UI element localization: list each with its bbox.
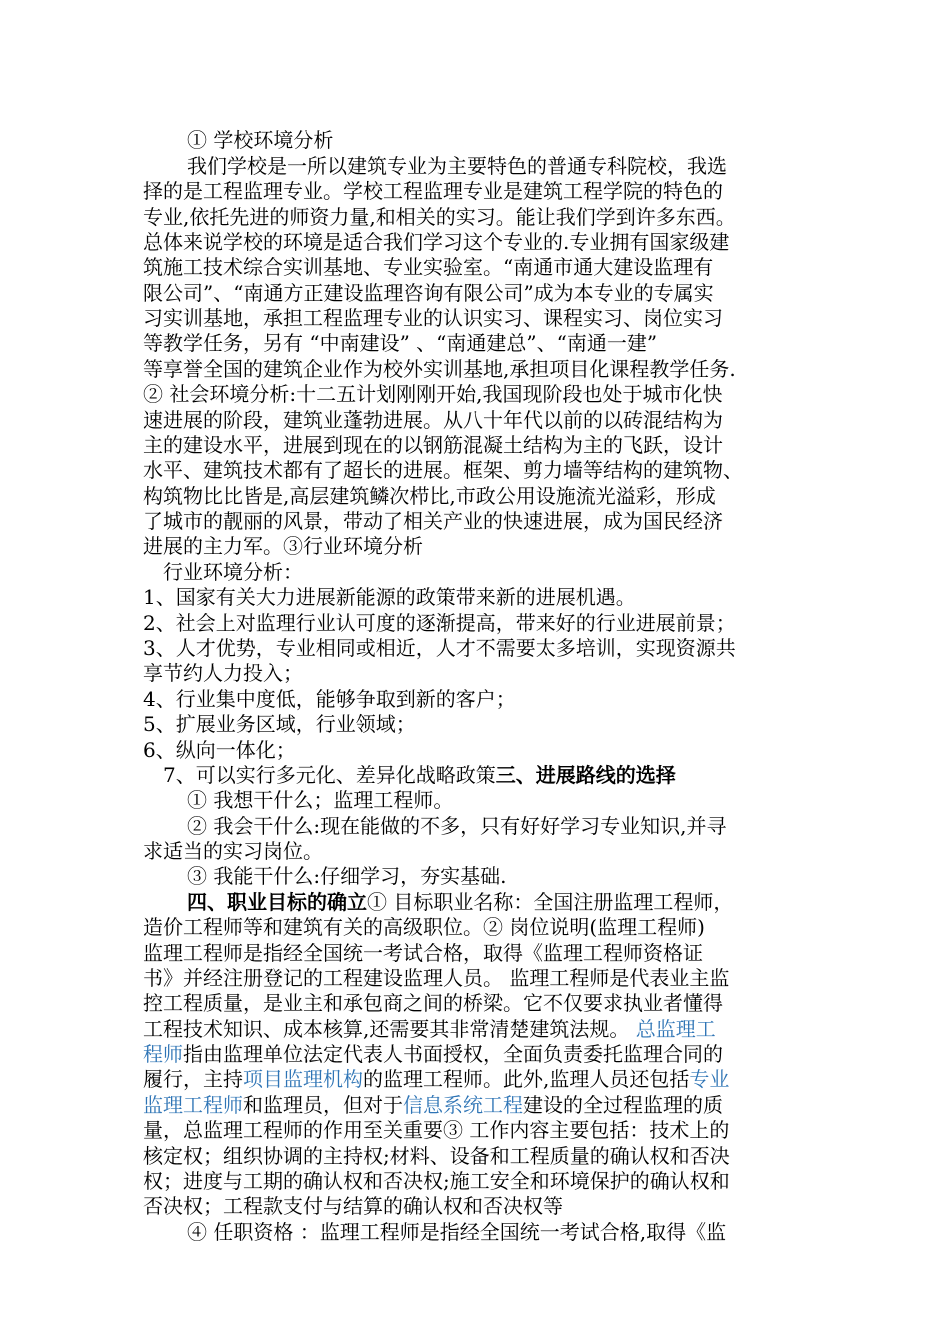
text: 限公司”、“南通方正建设监理咨询有限公司”成为本专业的专属实 bbox=[143, 281, 714, 305]
text: ① 我想干什么；监理工程师。 bbox=[187, 788, 454, 812]
paragraph-line bbox=[143, 533, 823, 559]
heading-industry-env bbox=[163, 559, 823, 585]
paragraph-line bbox=[143, 1092, 823, 1118]
paragraph-line bbox=[143, 1066, 823, 1092]
paragraph-line bbox=[143, 1143, 823, 1169]
paragraph-line bbox=[187, 813, 807, 839]
list-item bbox=[143, 584, 823, 610]
text: 了城市的靓丽的风景，带动了相关产业的快速进展，成为国民经济 bbox=[143, 509, 723, 533]
text: 4、行业集中度低，能够争取到新的客户； bbox=[143, 687, 516, 711]
paragraph-line bbox=[143, 407, 823, 433]
paragraph-line bbox=[143, 1016, 823, 1042]
paragraph-line bbox=[143, 254, 823, 280]
link-project-supervision-org[interactable]: 项目监理机构 bbox=[243, 1067, 363, 1091]
heading-social-env bbox=[143, 381, 823, 407]
paragraph-line bbox=[143, 305, 823, 331]
list-item bbox=[163, 762, 823, 788]
paragraph-line bbox=[143, 356, 823, 382]
text: 工程技术知识、成本核算,还需要其非常清楚建筑法规。 bbox=[143, 1017, 636, 1041]
text: 享节约人力投入； bbox=[143, 661, 303, 685]
paragraph-line bbox=[187, 787, 827, 813]
paragraph-line bbox=[143, 330, 823, 356]
paragraph-line bbox=[143, 965, 823, 991]
text: 等教学任务，另有 “中南建设” 、“南通建总”、“南通一建” bbox=[143, 331, 658, 355]
text: 筑施工技术综合实训基地、专业实验室。“南通市通大建设监理有 bbox=[143, 255, 714, 279]
text: 的监理工程师。此外,监理人员还包括 bbox=[363, 1067, 690, 1091]
text: ② 我会干什么:现在能做的不多，只有好好学习专业知识,并寻 bbox=[187, 814, 727, 838]
paragraph-line bbox=[143, 483, 823, 509]
text: 水平、建筑技术都有了超长的进展。框架、剪力墙等结构的建筑物、 bbox=[143, 458, 743, 482]
text: 专业,依托先进的师资力量,和相关的实习。能让我们学到许多东西。 bbox=[143, 205, 736, 229]
text: 7、可以实行多元化、差异化战略政策 bbox=[163, 763, 496, 787]
text: 量，总监理工程师的作用至关重要③ 工作内容主要包括：技术上的 bbox=[143, 1118, 730, 1142]
list-item bbox=[143, 660, 823, 686]
paragraph-line bbox=[143, 457, 823, 483]
text: 5、扩展业务区域，行业领域； bbox=[143, 712, 416, 736]
paragraph-line bbox=[143, 1041, 823, 1067]
text: 构筑物比比皆是,高层建筑鳞次栉比,市政公用设施流光溢彩，形成 bbox=[143, 484, 716, 508]
text: 造价工程师等和建筑有关的高级职位。② 岗位说明(监理工程师) bbox=[143, 915, 705, 939]
text: 指由监理单位法定代表人书面授权，全面负责委托监理合同的 bbox=[183, 1042, 723, 1066]
text: 否决权；工程款支付与结算的确认权和否决权等 bbox=[143, 1194, 563, 1218]
paragraph-line bbox=[143, 940, 823, 966]
paragraph-line bbox=[187, 153, 823, 179]
paragraph-line bbox=[143, 204, 823, 230]
paragraph-line bbox=[143, 838, 823, 864]
text: 建设的全过程监理的质 bbox=[523, 1093, 723, 1117]
list-item bbox=[143, 737, 823, 763]
link-info-system-engineering[interactable]: 信息系统工程 bbox=[403, 1093, 523, 1117]
text: ① 目标职业名称：全国注册监理工程师， bbox=[367, 890, 734, 914]
list-item bbox=[143, 711, 823, 737]
text: 权；进度与工期的确认权和否决权;施工安全和环境保护的确认权和 bbox=[143, 1169, 730, 1193]
list-item bbox=[143, 686, 823, 712]
text: 求适当的实习岗位。 bbox=[143, 839, 323, 863]
text: 1、国家有关大力进展新能源的政策带来新的进展机遇。 bbox=[143, 585, 636, 609]
text: ③ 我能干什么:仔细学习，夯实基础. bbox=[187, 864, 507, 888]
text: 行业环境分析： bbox=[163, 560, 303, 584]
text: 监理工程师是指经全国统一考试合格，取得《监理工程师资格证 bbox=[143, 941, 703, 965]
text: 2、社会上对监理行业认可度的逐渐提高，带来好的行业进展前景； bbox=[143, 611, 736, 635]
text: 履行，主持 bbox=[143, 1067, 243, 1091]
text: 控工程质量，是业主和承包商之间的桥梁。它不仅要求执业者懂得 bbox=[143, 991, 723, 1015]
text: 总体来说学校的环境是适合我们学习这个专业的.专业拥有国家级建 bbox=[143, 230, 730, 254]
heading-school-env bbox=[187, 127, 827, 153]
paragraph-line bbox=[143, 1193, 823, 1219]
paragraph-line bbox=[143, 229, 823, 255]
section-heading-career-goal: 四、职业目标的确立 bbox=[187, 890, 367, 914]
paragraph-line bbox=[143, 914, 823, 940]
paragraph-line bbox=[187, 1219, 807, 1245]
paragraph-line bbox=[143, 508, 823, 534]
paragraph-line bbox=[143, 990, 823, 1016]
text: ② 社会环境分析:十二五计划刚刚开始,我国现阶段也处于城市化快 bbox=[143, 382, 723, 406]
list-item bbox=[143, 635, 823, 661]
text: ④ 任职资格 ：监理工程师是指经全国统一考试合格,取得《监 bbox=[187, 1220, 727, 1244]
text: 择的是工程监理专业。学校工程监理专业是建筑工程学院的特色的 bbox=[143, 179, 723, 203]
link-chief-supervisor[interactable]: 总监理工 bbox=[635, 1017, 716, 1041]
text: 6、纵向一体化； bbox=[143, 738, 296, 762]
link-specialty-supervisor-cont[interactable]: 监理工程师 bbox=[143, 1093, 243, 1117]
section-heading-development-route: 三、进展路线的选择 bbox=[495, 763, 676, 787]
text: 和监理员，但对于 bbox=[243, 1093, 403, 1117]
text: ① 学校环境分析 bbox=[187, 128, 334, 152]
link-specialty-supervisor[interactable]: 专业 bbox=[689, 1067, 730, 1091]
paragraph-line bbox=[143, 1168, 823, 1194]
list-item bbox=[143, 610, 823, 636]
text: 习实训基地，承担工程监理专业的认识实习、课程实习、岗位实习 bbox=[143, 306, 723, 330]
text: 进展的主力军。③行业环境分析 bbox=[143, 534, 423, 558]
text: 主的建设水平，进展到现在的以钢筋混凝土结构为主的飞跃，设计 bbox=[143, 433, 723, 457]
paragraph-line bbox=[143, 432, 823, 458]
paragraph-line bbox=[187, 889, 807, 915]
text: 速进展的阶段，建筑业蓬勃进展。从八十年代以前的以砖混结构为 bbox=[143, 408, 723, 432]
link-chief-supervisor-cont[interactable]: 程师 bbox=[143, 1042, 183, 1066]
text: 我们学校是一所以建筑专业为主要特色的普通专科院校，我选 bbox=[187, 154, 727, 178]
text: 等享誉全国的建筑企业作为校外实训基地,承担项目化课程教学任务. bbox=[143, 357, 736, 381]
text: 3、人才优势，专业相同或相近，人才不需要太多培训，实现资源共 bbox=[143, 636, 736, 660]
paragraph-line bbox=[143, 178, 823, 204]
text: 核定权；组织协调的主持权;材料、设备和工程质量的确认权和否决 bbox=[143, 1144, 730, 1168]
text: 书》并经注册登记的工程建设监理人员。 监理工程师是代表业主监 bbox=[143, 966, 730, 990]
paragraph-line bbox=[143, 1117, 823, 1143]
paragraph-line bbox=[143, 280, 823, 306]
paragraph-line bbox=[187, 863, 827, 889]
